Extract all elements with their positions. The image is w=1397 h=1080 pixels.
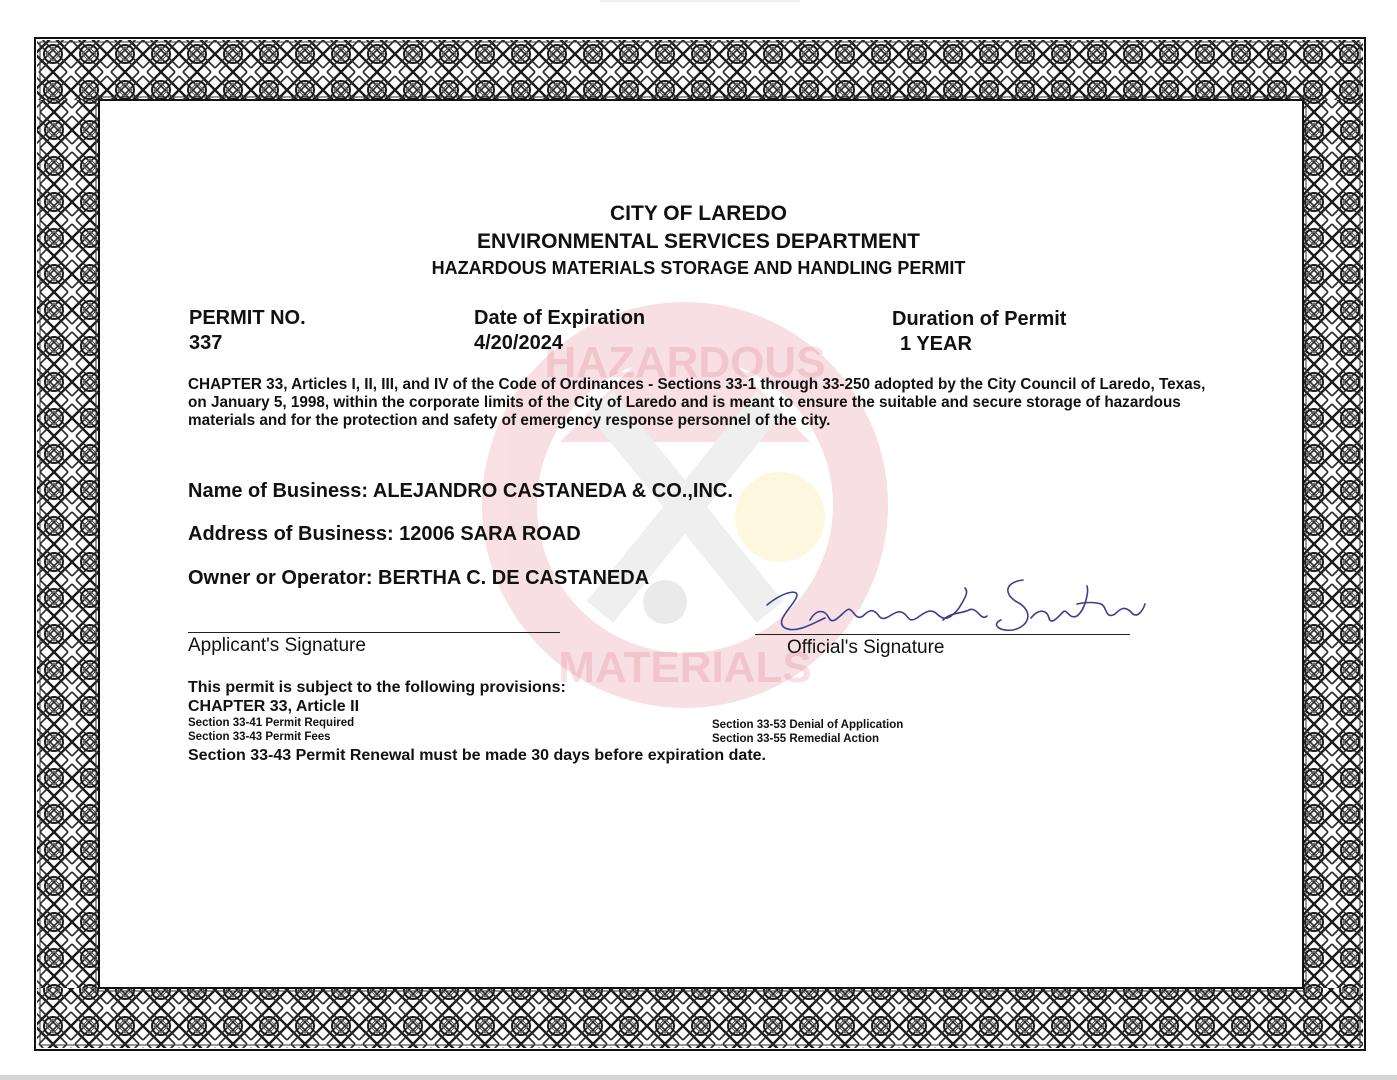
official-signature-label: Official's Signature bbox=[787, 637, 945, 658]
provision-item: Section 33-43 Permit Fees bbox=[188, 731, 331, 743]
department-title: ENVIRONMENTAL SERVICES DEPARTMENT bbox=[477, 230, 920, 253]
applicant-signature-line bbox=[188, 632, 560, 633]
city-title: CITY OF LAREDO bbox=[610, 202, 787, 225]
permit-type-title: HAZARDOUS MATERIALS STORAGE AND HANDLING PERMIT bbox=[431, 258, 966, 278]
business-address-value: 12006 SARA ROAD bbox=[399, 523, 581, 545]
business-name-line bbox=[188, 480, 733, 503]
permit-no-label: PERMIT NO. bbox=[189, 307, 306, 329]
business-name-value: ALEJANDRO CASTANEDA & CO.,INC. bbox=[372, 480, 733, 502]
owner-line bbox=[188, 567, 649, 590]
seal-bottom-text: MATERIALS bbox=[558, 643, 812, 692]
scan-bottom-edge bbox=[0, 1075, 1397, 1080]
business-name-label: Name of Business: bbox=[188, 480, 369, 502]
expiration-label: Date of Expiration bbox=[474, 307, 646, 329]
seal-top-text: HAZARDOUS bbox=[544, 338, 826, 387]
business-address-line bbox=[188, 523, 581, 546]
provision-item: Section 33-53 Denial of Application bbox=[712, 719, 904, 731]
applicant-signature-label: Applicant's Signature bbox=[188, 635, 366, 656]
business-address-label: Address of Business: bbox=[188, 523, 394, 545]
renewal-notice: Section 33-43 Permit Renewal must be made 30 days before expiration date. bbox=[188, 747, 766, 764]
owner-label: Owner or Operator: bbox=[188, 567, 373, 589]
official-signature-line bbox=[755, 634, 1130, 635]
provision-item: Section 33-55 Remedial Action bbox=[712, 733, 880, 745]
provision-item: Section 33-41 Permit Required bbox=[188, 717, 355, 729]
duration-label: Duration of Permit bbox=[892, 308, 1067, 330]
owner-value: BERTHA C. DE CASTANEDA bbox=[378, 567, 650, 589]
provisions-intro: This permit is subject to the following provisions: bbox=[188, 679, 566, 696]
expiration-value: 4/20/2024 bbox=[474, 332, 563, 354]
permit-no-value: 337 bbox=[189, 332, 223, 354]
provisions-chapter: CHAPTER 33, Article II bbox=[188, 698, 360, 715]
scan-artifact bbox=[600, 0, 800, 2]
official-signature-icon bbox=[755, 570, 1150, 640]
duration-value: 1 YEAR bbox=[900, 333, 972, 355]
chapter-paragraph: CHAPTER 33, Articles I, II, III, and IV of the Code of Ordinances - Sections 33-1 through 33-250 adopted by the City Council of Laredo, Texas, on January 5, 1998, within the corporate limits of the City of Laredo and is meant to ensure the suitable and secure storage of hazardous materials and for the protection and safety of emergency response personnel of the city. bbox=[188, 376, 1206, 429]
